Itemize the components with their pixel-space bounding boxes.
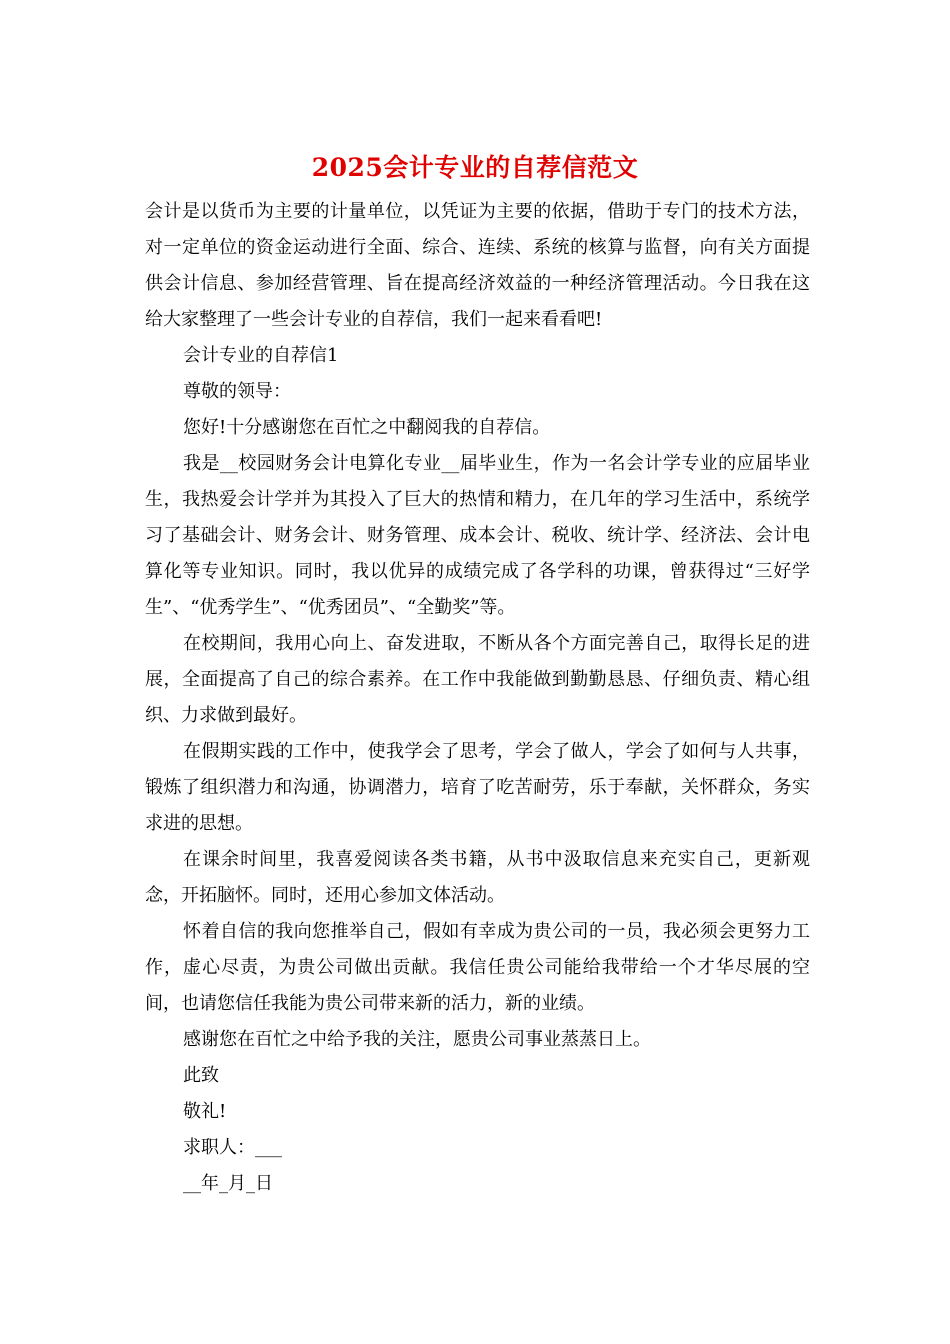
practice-paragraph: 在假期实践的工作中，使我学会了思考，学会了做人，学会了如何与人共事，锻炼了组织潜力和沟通，协调潜力，培育了吃苦耐劳，乐于奉献，关怀群众，务实求进的思想。: [145, 741, 810, 834]
date-line: __年_月_日: [183, 1173, 273, 1194]
applicant-line: 求职人：___: [183, 1137, 282, 1158]
thanks-paragraph: 感谢您在百忙之中给予我的关注，愿贵公司事业蒸蒸日上。: [183, 1029, 651, 1050]
intro-paragraph: 会计是以货币为主要的计量单位，以凭证为主要的依据，借助于专门的技术方法，对一定单位的资金运动进行全面、综合、连续、系统的核算与监督，向有关方面提供会计信息、参加经营管理、旨在提高经济效益的一种经济管理活动。今日我在这给大家整理了一些会计专业的自荐信，我们一起来看看吧!: [145, 201, 810, 330]
recommendation-paragraph: 怀着自信的我向您推举自己，假如有幸成为贵公司的一员，我必须会更努力工作，虚心尽责，为贵公司做出贡献。我信任贵公司能给我带给一个才华尽展的空间，也请您信任我能为贵公司带来新的活力，新的业绩。: [145, 921, 810, 1014]
document-body: [145, 194, 810, 1202]
document-title: 2025会计专业的自荐信范文: [311, 153, 639, 182]
campus-paragraph: 在校期间，我用心向上、奋发进取，不断从各个方面完善自己，取得长足的进展，全面提高了自己的综合素养。在工作中我能做到勤勤恳恳、仔细负责、精心组织、力求做到最好。: [145, 633, 810, 726]
closing-line: 此致: [183, 1065, 219, 1086]
salutation: 尊敬的领导：: [183, 381, 291, 402]
greeting-paragraph: 您好!十分感谢您在百忙之中翻阅我的自荐信。: [183, 417, 551, 438]
hobby-paragraph: 在课余时间里，我喜爱阅读各类书籍，从书中汲取信息来充实自己，更新观念，开拓脑怀。同时，还用心参加文体活动。: [145, 849, 810, 906]
education-paragraph: 我是__校园财务会计电算化专业__届毕业生，作为一名会计学专业的应届毕业生，我热爱会计学并为其投入了巨大的热情和精力，在几年的学习生活中，系统学习了基础会计、财务会计、财务管理、成本会计、税收、统计学、经济法、会计电算化等专业知识。同时，我以优异的成绩完成了各学科的功课，曾获得过“三好学生”、“优秀学生”、“优秀团员”、“全勤奖”等。: [145, 453, 810, 618]
letter-heading: 会计专业的自荐信1: [183, 345, 339, 366]
regards-line: 敬礼!: [183, 1101, 227, 1122]
